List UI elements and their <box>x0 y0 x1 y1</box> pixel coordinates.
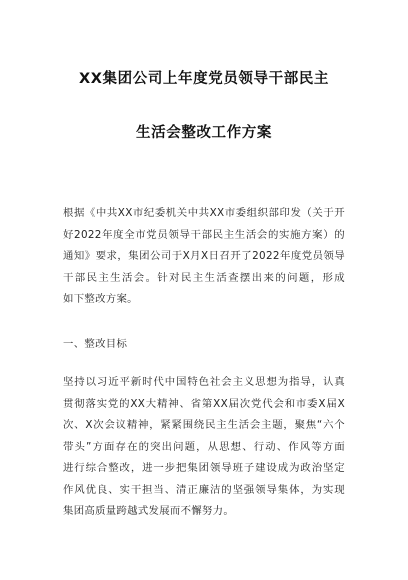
goals-line: 坚持以习近平新时代中国特色社会主义思想为指导，认真 <box>63 376 345 388</box>
goals-line: 进行综合整改，进一步把集团领导班子建设成为政治坚定 <box>63 462 345 474</box>
goals-line: 贯彻落实党的XX大精神、省第XX届次党代会和市委X届X <box>63 397 345 410</box>
document-title-line-1: XX集团公司上年度党员领导干部民主 <box>78 71 330 87</box>
goals-paragraph <box>63 372 345 523</box>
intro-paragraph <box>63 203 345 311</box>
intro-line: 根据《中共XX市纪委机关中共XX市委组织部印发（关于开 <box>63 207 345 219</box>
goals-line: 次、X次会议精神，紧紧围绕民主生活会主题，聚焦“六个 <box>63 419 345 431</box>
intro-line: 如下整改方案。 <box>63 293 138 305</box>
intro-line: 干部民主生活会。针对民主生活查摆出来的问题，形成 <box>63 271 345 284</box>
goals-line: 作风优良、实干担当、清正廉洁的坚强领导集体，为实现 <box>63 483 345 496</box>
goals-line: 集团高质量跨越式发展而不懈努力。 <box>63 505 235 517</box>
document-title-line-2: 生活会整改工作方案 <box>136 125 272 141</box>
section-heading-goals: 一、整改目标 <box>63 338 128 350</box>
intro-line: 通知》要求，集团公司于X月X日召开了2022年度党员领导 <box>63 250 345 262</box>
intro-line: 好2022年度全市党员领导干部民主生活会的实施方案）的 <box>63 228 345 241</box>
goals-line: 带头”方面存在的突出问题，从思想、行动、作风等方面 <box>63 440 345 453</box>
